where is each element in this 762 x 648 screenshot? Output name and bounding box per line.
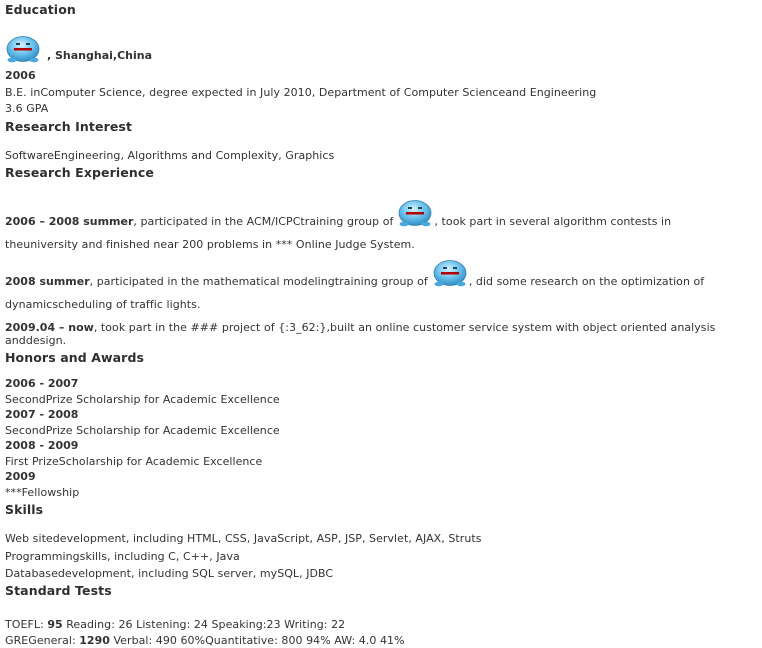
toefl-label: TOEFL: bbox=[5, 618, 48, 631]
research-item-2-period: 2008 summer bbox=[5, 275, 90, 288]
research-interest-text: SoftwareEngineering, Algorithms and Complexity, Graphics bbox=[5, 149, 335, 162]
research-item-1-text-after: , took part in several algorithm contests in bbox=[434, 215, 672, 228]
honor-year-2: 2007 - 2008 bbox=[5, 408, 79, 421]
gre-label: GREGeneral: bbox=[5, 634, 80, 647]
honor-award-3: First PrizeScholarship for Academic Excellence bbox=[5, 455, 263, 468]
research-item-2-text-before: , participated in the mathematical modelingtraining group of bbox=[89, 275, 428, 288]
research-item-1 bbox=[5, 196, 747, 228]
skills-heading: Skills bbox=[5, 502, 44, 517]
blue-blob-emoticon-icon bbox=[397, 196, 433, 228]
education-school-line bbox=[5, 32, 152, 64]
honor-year-1: 2006 - 2007 bbox=[5, 377, 79, 390]
honor-year-4: 2009 bbox=[5, 470, 36, 483]
research-item-3-line2: anddesign. bbox=[5, 334, 67, 347]
research-item-3-text: , took part in the ### project of {:3_62:},built an online customer service system with object oriented analysis bbox=[93, 321, 716, 334]
education-gpa: 3.6 GPA bbox=[5, 102, 49, 115]
honors-heading: Honors and Awards bbox=[5, 350, 145, 365]
skill-item-2: Programmingskills, including C, C++, Java bbox=[5, 550, 240, 563]
gre-breakdown: Verbal: 490 60%Quantitative: 800 94% AW: 4.0 41% bbox=[109, 634, 405, 647]
research-item-1-period: 2006 – 2008 summer bbox=[5, 215, 134, 228]
research-item-3-period: 2009.04 – now bbox=[5, 321, 94, 334]
education-school-location: , Shanghai,China bbox=[47, 49, 153, 62]
skill-item-3: Databasedevelopment, including SQL server, mySQL, JDBC bbox=[5, 567, 334, 580]
education-year: 2006 bbox=[5, 69, 36, 82]
research-interest-heading: Research Interest bbox=[5, 119, 133, 134]
honor-award-4: ***Fellowship bbox=[5, 486, 80, 499]
education-heading: Education bbox=[5, 2, 76, 17]
skill-item-1: Web sitedevelopment, including HTML, CSS, JavaScript, ASP, JSP, Servlet, AJAX, Struts bbox=[5, 532, 482, 545]
research-item-2 bbox=[5, 256, 747, 288]
honor-year-3: 2008 - 2009 bbox=[5, 439, 79, 452]
research-item-2-line2: dynamicscheduling of traffic lights. bbox=[5, 298, 201, 311]
gre-total: 1290 bbox=[79, 634, 110, 647]
blue-blob-emoticon-icon bbox=[432, 256, 468, 288]
toefl-total: 95 bbox=[47, 618, 63, 631]
research-item-1-line2: theuniversity and finished near 200 problems in *** Online Judge System. bbox=[5, 238, 415, 251]
education-degree: B.E. inComputer Science, degree expected in July 2010, Department of Computer Scienceand Engineering bbox=[5, 86, 597, 99]
blue-blob-emoticon-icon bbox=[5, 32, 41, 64]
honor-award-1: SecondPrize Scholarship for Academic Excellence bbox=[5, 393, 280, 406]
toefl-breakdown: Reading: 26 Listening: 24 Speaking:23 Writing: 22 bbox=[62, 618, 346, 631]
research-item-2-text-after: , did some research on the optimization of bbox=[468, 275, 705, 288]
gre-line bbox=[5, 629, 405, 648]
tests-heading: Standard Tests bbox=[5, 583, 112, 598]
research-experience-heading: Research Experience bbox=[5, 165, 154, 180]
research-item-1-text-before: , participated in the ACM/ICPCtraining group of bbox=[133, 215, 394, 228]
research-item-3 bbox=[5, 316, 715, 335]
honor-award-2: SecondPrize Scholarship for Academic Excellence bbox=[5, 424, 280, 437]
